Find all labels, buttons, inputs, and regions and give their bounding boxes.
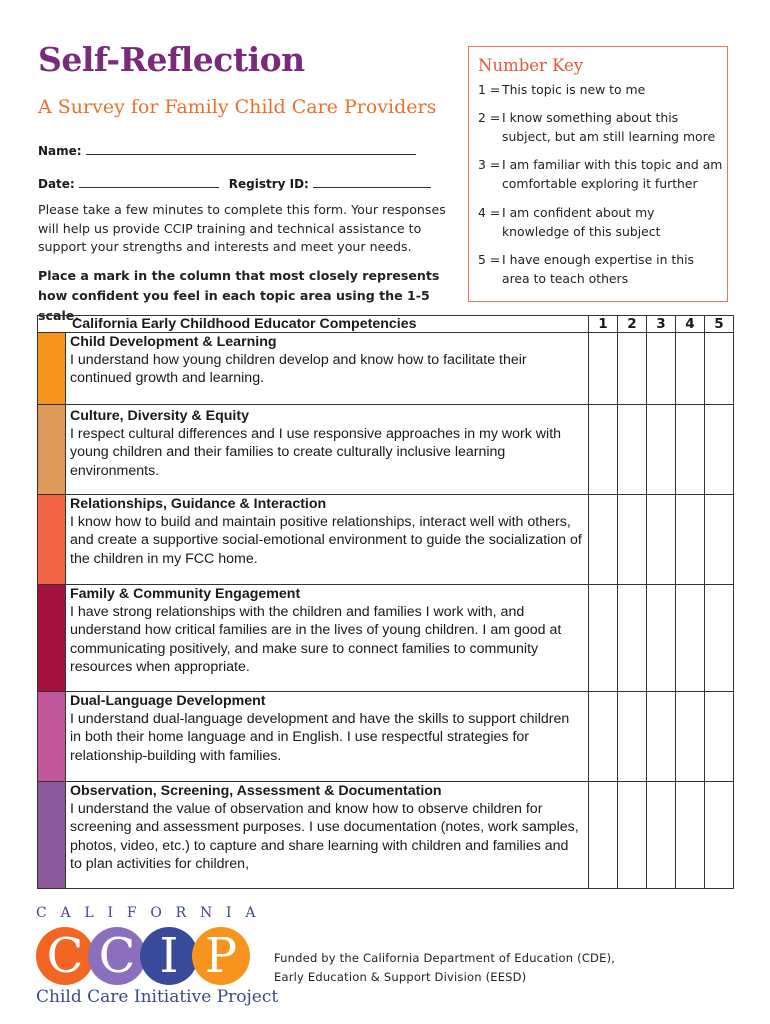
table-row	[38, 405, 734, 495]
key-text: I have enough expertise in this area to teach others	[502, 252, 694, 286]
registry-line[interactable]	[313, 176, 431, 188]
table-row	[38, 782, 734, 889]
competency-text: I understand dual-language development and have the skills to support children in both their home language and in English. I use respectful strategies for relationship-building with families.	[70, 711, 570, 764]
key-number: 4 =	[478, 205, 501, 220]
registry-label: Registry ID:	[228, 177, 309, 191]
name-label: Name:	[38, 144, 82, 158]
rating-cell[interactable]	[705, 692, 734, 782]
key-item	[478, 250, 723, 288]
logo-state-name: CALIFORNIA	[36, 905, 270, 921]
rating-cell[interactable]	[705, 585, 734, 692]
competency-cell	[66, 692, 589, 782]
rating-cell[interactable]	[705, 405, 734, 495]
rating-cell[interactable]	[676, 585, 705, 692]
competency-title: Child Development & Learning	[70, 334, 277, 350]
logo-letter: P	[204, 928, 238, 984]
competency-cell	[66, 495, 589, 585]
logo-circle-p	[192, 927, 250, 985]
competency-text: I have strong relationships with the children and families I work with, and understand how critical families are in the lives of young children. I am good at communicating positively, and make sure to connect families to community resources when appropriate.	[70, 604, 562, 675]
rating-cell[interactable]	[589, 495, 618, 585]
key-item	[478, 108, 723, 146]
page-title: Self-Reflection	[38, 40, 305, 79]
key-text: I am confident about my knowledge of this subject	[502, 205, 661, 239]
competency-cell	[66, 782, 589, 889]
logo-program-name: Child Care Initiative Project	[36, 987, 279, 1007]
logo-letter: I	[159, 928, 179, 984]
rating-cell[interactable]	[676, 405, 705, 495]
key-item	[478, 203, 723, 241]
instructions-text: Place a mark in the column that most closely represents how confident you feel in each topic area using the 1-5 scale.	[38, 268, 440, 323]
rating-cell[interactable]	[705, 782, 734, 889]
logo-letter: C	[46, 928, 84, 984]
key-number: 3 =	[478, 157, 501, 172]
rating-cell[interactable]	[589, 692, 618, 782]
category-color-bar	[38, 405, 66, 495]
key-text: I am familiar with this topic and am comfortable exploring it further	[502, 157, 723, 191]
rating-cell[interactable]	[676, 782, 705, 889]
rating-cell[interactable]	[618, 333, 647, 405]
scale-3-header: 3	[647, 316, 676, 333]
scale-4-header: 4	[676, 316, 705, 333]
category-color-bar	[38, 782, 66, 889]
competency-cell	[66, 585, 589, 692]
competency-title: Observation, Screening, Assessment & Documentation	[70, 783, 442, 799]
rating-cell[interactable]	[618, 585, 647, 692]
rating-cell[interactable]	[676, 333, 705, 405]
table-row	[38, 585, 734, 692]
rating-cell[interactable]	[676, 692, 705, 782]
logo-circle-c1	[36, 927, 94, 985]
competency-text: I respect cultural differences and I use responsive approaches in my work with young children and their families to create culturally inclusive learning environments.	[70, 426, 562, 479]
name-field-row	[38, 143, 416, 158]
competency-text: I know how to build and maintain positive relationships, interact well with others, and create a supportive social-emotional environment to guide the socialization of the children in my FCC home.	[70, 514, 582, 567]
rating-cell[interactable]	[618, 692, 647, 782]
rating-cell[interactable]	[589, 333, 618, 405]
table-row	[38, 333, 734, 405]
number-key-title: Number Key	[478, 56, 584, 75]
scale-2-header: 2	[618, 316, 647, 333]
rating-cell[interactable]	[647, 692, 676, 782]
rating-cell[interactable]	[647, 585, 676, 692]
rating-cell[interactable]	[647, 333, 676, 405]
table-header: California Early Childhood Educator Competencies	[38, 316, 589, 333]
competency-title: Relationships, Guidance & Interaction	[70, 496, 327, 512]
key-text: I know something about this subject, but am still learning more	[502, 110, 716, 144]
rating-cell[interactable]	[618, 405, 647, 495]
page-subtitle: A Survey for Family Child Care Providers	[38, 96, 437, 118]
competency-title: Family & Community Engagement	[70, 586, 301, 602]
key-number: 2 =	[478, 110, 501, 125]
scale-5-header: 5	[705, 316, 734, 333]
rating-cell[interactable]	[618, 495, 647, 585]
rating-cell[interactable]	[705, 495, 734, 585]
rating-cell[interactable]	[676, 495, 705, 585]
funding-note	[274, 949, 615, 987]
category-color-bar	[38, 585, 66, 692]
competency-text: I understand how young children develop and know how to facilitate their continued growth and learning.	[70, 352, 527, 387]
key-item	[478, 80, 723, 99]
funding-line-1: Funded by the California Department of Education (CDE),	[274, 951, 616, 965]
intro-text: Please take a few minutes to complete this form. Your responses will help us provide CCIP training and technical assistance to support your strengths and interests and meet your needs.	[38, 202, 446, 254]
competency-title: Culture, Diversity & Equity	[70, 408, 249, 424]
date-label: Date:	[38, 177, 75, 191]
rating-cell[interactable]	[647, 405, 676, 495]
scale-1-header: 1	[589, 316, 618, 333]
name-line[interactable]	[86, 143, 416, 155]
competency-cell	[66, 333, 589, 405]
table-header-row	[38, 316, 734, 333]
logo-circle-i	[140, 927, 198, 985]
rating-cell[interactable]	[589, 585, 618, 692]
key-number: 1 =	[478, 82, 501, 97]
date-line[interactable]	[79, 176, 219, 188]
competency-cell	[66, 405, 589, 495]
rating-cell[interactable]	[705, 333, 734, 405]
competency-title: Dual-Language Development	[70, 693, 266, 709]
key-text: This topic is new to me	[502, 82, 646, 97]
ccip-logo	[36, 905, 279, 1015]
rating-cell[interactable]	[618, 782, 647, 889]
category-color-bar	[38, 333, 66, 405]
table-row	[38, 495, 734, 585]
category-color-bar	[38, 692, 66, 782]
competency-text: I understand the value of observation and know how to observe children for screening and assessment purposes. I use documentation (notes, work samples, photos, video, etc.) to capture and share learning with children and families and to plan activities for children,	[70, 801, 579, 872]
key-item	[478, 155, 723, 193]
logo-circle-c2	[88, 927, 146, 985]
funding-line-2: Early Education & Support Division (EESD)	[274, 970, 527, 984]
rating-cell[interactable]	[647, 495, 676, 585]
rating-cell[interactable]	[647, 782, 676, 889]
key-number: 5 =	[478, 252, 501, 267]
logo-letter: C	[98, 928, 136, 984]
number-key-box	[468, 46, 728, 302]
date-registry-row	[38, 176, 431, 191]
rating-cell[interactable]	[589, 405, 618, 495]
table-row	[38, 692, 734, 782]
rating-cell[interactable]	[589, 782, 618, 889]
category-color-bar	[38, 495, 66, 585]
competency-table	[37, 315, 734, 889]
